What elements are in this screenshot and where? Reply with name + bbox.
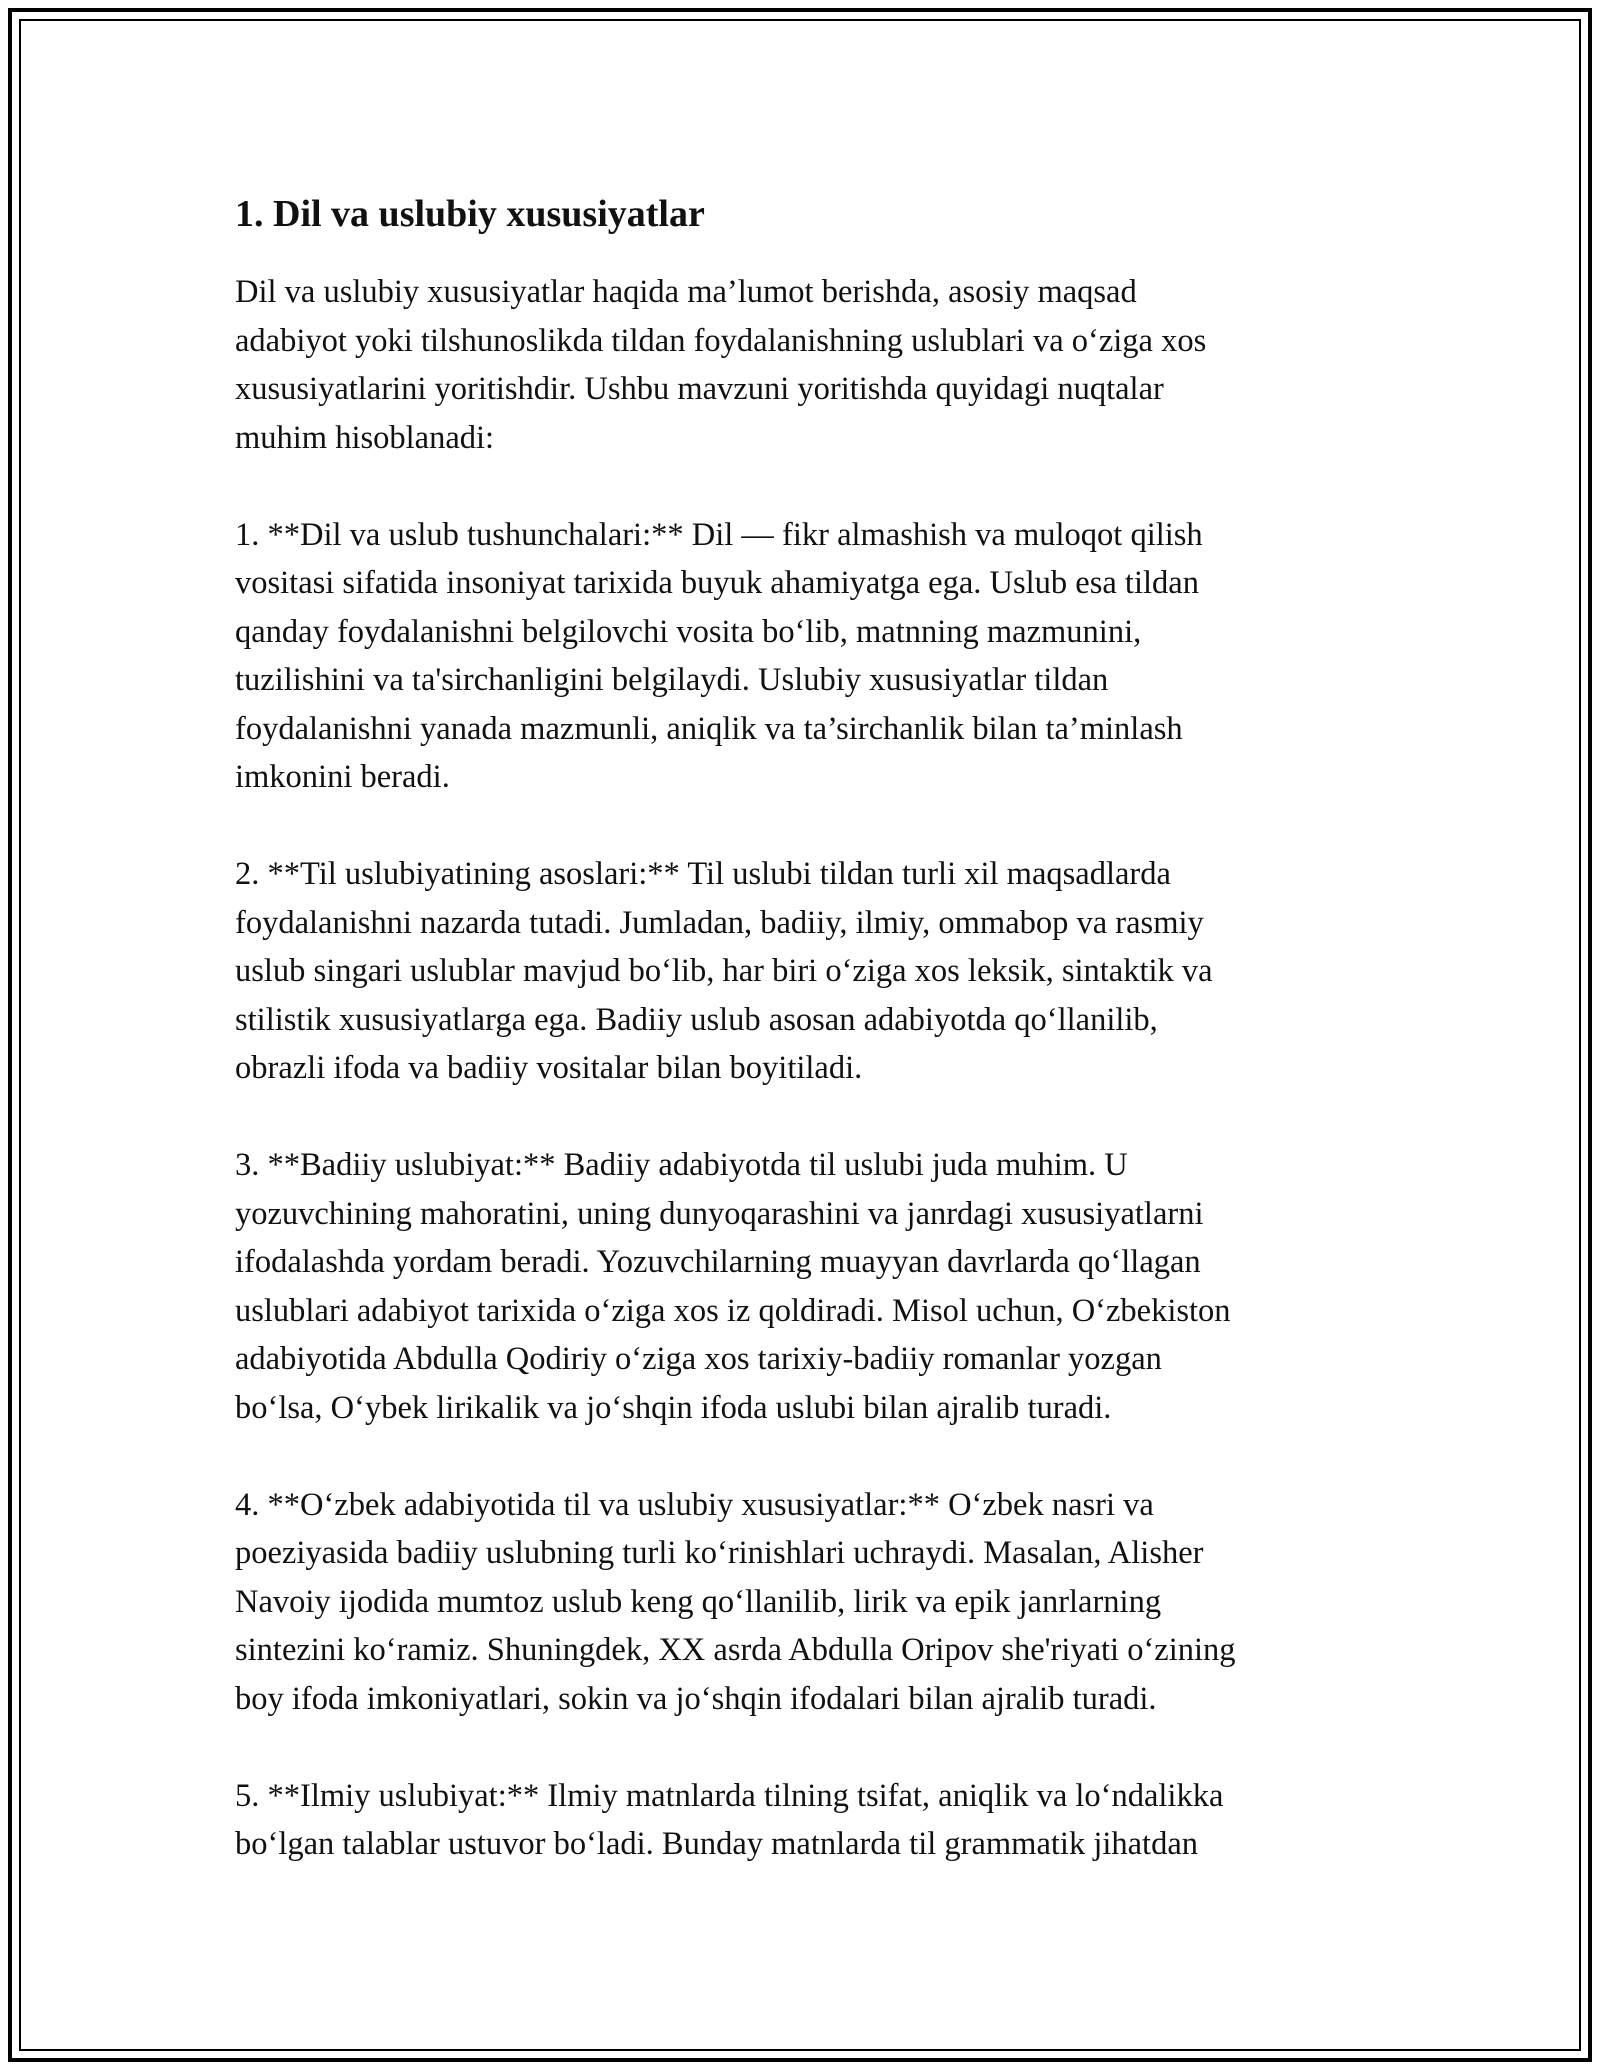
- section-heading: 1. Dil va uslubiy xususiyatlar: [235, 193, 705, 235]
- text-line: Dil va uslubiy xususiyatlar haqida ma’lumot berishda, asosiy maqsad: [235, 274, 1137, 310]
- text-line: vositasi sifatida insoniyat tarixida buyuk ahamiyatga ega. Uslub esa tildan: [235, 565, 1199, 601]
- text-line: uslublari adabiyot tarixida o‘ziga xos iz qoldiradi. Misol uchun, O‘zbekiston: [235, 1292, 1231, 1329]
- text-line: sintezini ko‘ramiz. Shuningdek, XX asrda Abdulla Oripov she'riyati o‘zining: [235, 1632, 1236, 1668]
- text-line: adabiyot yoki tilshunoslikda tildan foydalanishning uslublari va o‘ziga xos: [235, 322, 1207, 359]
- text-line: foydalanishni yanada mazmunli, aniqlik va ta’sirchanlik bilan ta’minlash: [235, 710, 1183, 747]
- text-line: ifodalashda yordam beradi. Yozuvchilarning muayyan davrlarda qo‘llagan: [235, 1244, 1201, 1280]
- text-line: 2. **Til uslubiyatining asoslari:** Til uslubi tildan turli xil maqsadlarda: [235, 856, 1171, 892]
- text-line: boy ifoda imkoniyatlari, sokin va jo‘shqin ifodalari bilan ajralib turadi.: [235, 1680, 1157, 1717]
- text-line: poeziyasida badiiy uslubning turli ko‘rinishlari uchraydi. Masalan, Alisher: [235, 1535, 1204, 1571]
- paragraph-item-4: [235, 1481, 1375, 1724]
- text-line: stilistik xususiyatlarga ega. Badiiy uslub asosan adabiyotda qo‘llanilib,: [235, 1001, 1158, 1038]
- document-content: [235, 190, 1375, 1917]
- text-line: adabiyotida Abdulla Qodiriy o‘ziga xos tarixiy-badiiy romanlar yozgan: [235, 1341, 1162, 1377]
- text-line: bo‘lsa, O‘ybek lirikalik va jo‘shqin ifoda uslubi bilan ajralib turadi.: [235, 1389, 1112, 1426]
- paragraph-item-3: [235, 1141, 1375, 1432]
- text-line: 1. **Dil va uslub tushunchalari:** Dil — fikr almashish va muloqot qilish: [235, 516, 1203, 553]
- paragraph-item-5: [235, 1772, 1375, 1869]
- text-line: qanday foydalanishni belgilovchi vosita bo‘lib, matnning mazmunini,: [235, 613, 1142, 650]
- text-line: obrazli ifoda va badiiy vositalar bilan boyitiladi.: [235, 1050, 863, 1086]
- text-line: imkonini beradi.: [235, 759, 450, 795]
- text-line: 4. **O‘zbek adabiyotida til va uslubiy xususiyatlar:** O‘zbek nasri va: [235, 1486, 1154, 1523]
- paragraph-item-2: [235, 850, 1375, 1093]
- paragraph-item-1: [235, 511, 1375, 802]
- text-line: 5. **Ilmiy uslubiyat:** Ilmiy matnlarda tilning tsifat, aniqlik va lo‘ndalikka: [235, 1777, 1224, 1814]
- text-line: tuzilishini va ta'sirchanligini belgilaydi. Uslubiy xususiyatlar tildan: [235, 662, 1109, 698]
- text-line: uslub singari uslublar mavjud bo‘lib, har biri o‘ziga xos leksik, sintaktik va: [235, 953, 1213, 989]
- text-line: muhim hisoblanadi:: [235, 419, 495, 456]
- text-line: foydalanishni nazarda tutadi. Jumladan, badiiy, ilmiy, ommabop va rasmiy: [235, 904, 1204, 941]
- text-line: yozuvchining mahoratini, uning dunyoqarashini va janrdagi xususiyatlarni: [235, 1195, 1204, 1232]
- paragraph-intro: [235, 268, 1375, 462]
- text-line: xususiyatlarini yoritishdir. Ushbu mavzuni yoritishda quyidagi nuqtalar: [235, 371, 1164, 407]
- text-line: 3. **Badiiy uslubiyat:** Badiiy adabiyotda til uslubi juda muhim. U: [235, 1147, 1128, 1183]
- text-line: Navoiy ijodida mumtoz uslub keng qo‘llanilib, lirik va epik janrlarning: [235, 1583, 1162, 1620]
- text-line: bo‘lgan talablar ustuvor bo‘ladi. Bunday matnlarda til grammatik jihatdan: [235, 1826, 1199, 1862]
